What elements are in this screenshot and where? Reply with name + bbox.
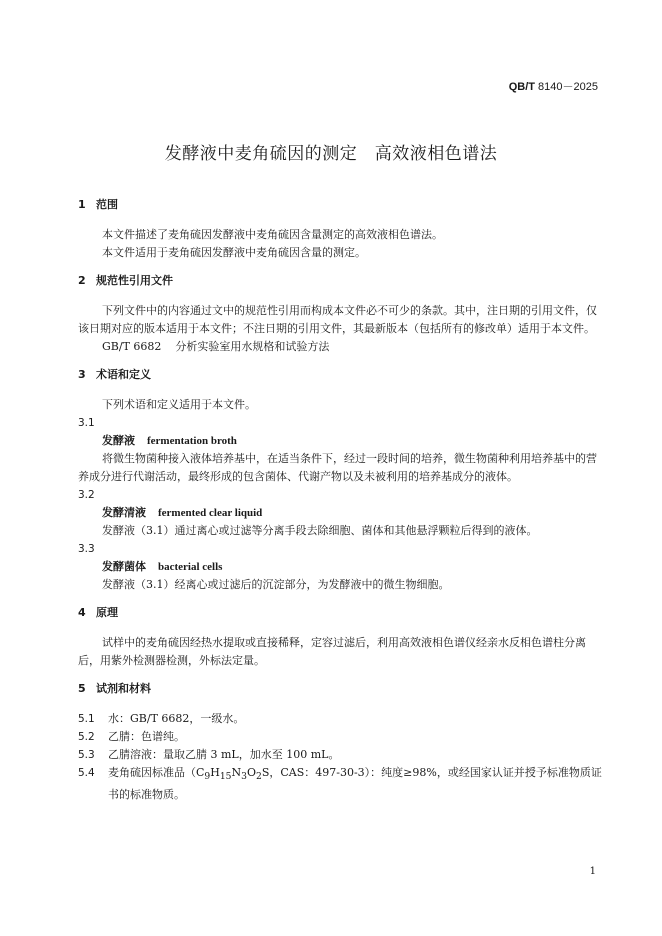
document-title: 发酵液中麦角硫因的测定 高效液相色谱法 [164,144,498,164]
term-title: 发酵清液 fermented clear liquid [102,506,263,519]
section-3-intro: 下列术语和定义适用于本文件。 [102,398,256,411]
list-item: 5.1 水：GB/T 6682，一级水。 [78,712,245,725]
normative-reference: GB/T 6682 分析实验室用水规格和试验方法 [102,340,330,353]
section-2-paragraph: 下列文件中的内容通过文中的规范性引用而构成本文件必不可少的条款。其中，注日期的引用文件，仅该日期对应的版本适用于本文件；不注日期的引用文件，其最新版本（包括所有的修改单）适用于本文件。 [78,304,597,335]
term-number: 3.1 [78,417,95,429]
document-body [78,196,602,804]
section-4-heading: 4 原理 [78,606,118,619]
list-item: 5.3 乙腈溶液：量取乙腈 3 mL，加水至 100 mL。 [78,748,340,761]
section-2-heading: 2 规范性引用文件 [78,274,173,287]
list-item: 5.4 麦角硫因标准品（$C_9H_{15}N_3O_2S$，CAS：497-30-3）：纯度≥98%，或经国家认证并授予标准物质证书的标准物质。 [78,766,602,802]
term-definition: 将微生物菌种接入液体培养基中，在适当条件下，经过一段时间的培养，微生物菌种利用培养基中的营养成分进行代谢活动，最终形成的包含菌体、代谢产物以及未被利用的培养基成分的液体。 [78,452,597,483]
term-definition: 发酵液（3.1）通过离心或过滤等分离手段去除细胞、菌体和其他悬浮颗粒后得到的液体。 [102,524,538,537]
page-number: 1 [589,866,596,877]
term-definition: 发酵液（3.1）经离心或过滤后的沉淀部分，为发酵液中的微生物细胞。 [102,578,450,591]
term-number: 3.2 [78,489,95,501]
term-title: 发酵液 fermentation broth [102,434,237,447]
section-5-heading: 5 试剂和材料 [78,682,151,695]
term-number: 3.3 [78,543,95,555]
section-1-paragraph-1: 本文件描述了麦角硫因发酵液中麦角硫因含量测定的高效液相色谱法。 [102,228,443,241]
term-title: 发酵菌体 bacterial cells [102,560,223,573]
list-item: 5.2 乙腈：色谱纯。 [78,730,185,743]
section-4-paragraph: 试样中的麦角硫因经热水提取或直接稀释，定容过滤后，利用高效液相色谱仪经亲水反相色谱柱分离后，用紫外检测器检测，外标法定量。 [78,636,586,667]
standard-number: QB/T 8140－2025 [508,81,598,93]
section-1-heading: 1 范围 [78,198,118,211]
section-1-paragraph-2: 本文件适用于麦角硫因发酵液中麦角硫因含量的测定。 [102,246,366,259]
section-3-heading: 3 术语和定义 [78,368,151,381]
